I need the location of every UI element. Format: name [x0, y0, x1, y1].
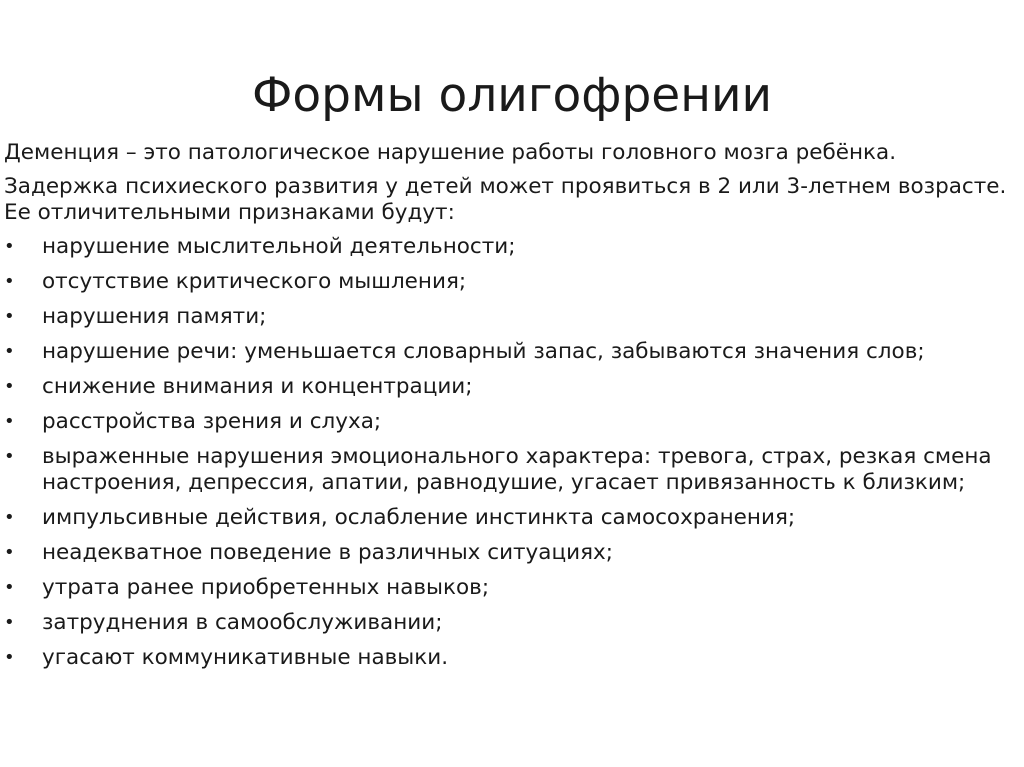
list-item	[4, 505, 1014, 531]
list-item	[4, 339, 1014, 365]
bullet-list	[4, 234, 1014, 671]
list-item	[4, 234, 1014, 260]
slide-body	[4, 140, 1014, 680]
list-item-text: импульсивные действия, ослабление инстинкта самосохранения;	[42, 505, 796, 530]
list-item-text: утрата ранее приобретенных навыков;	[42, 575, 490, 600]
list-item-text: расстройства зрения и слуха;	[42, 409, 382, 434]
slide-title: Формы олигофрении	[251, 68, 773, 123]
list-item	[4, 610, 1014, 636]
bullet-icon: •	[4, 577, 15, 598]
bullet-icon: •	[4, 411, 15, 432]
list-item	[4, 444, 1014, 496]
list-item	[4, 409, 1014, 435]
list-item-text: отсутствие критического мышления;	[42, 269, 467, 294]
list-item	[4, 540, 1014, 566]
bullet-icon: •	[4, 341, 15, 362]
paragraph-delay: Задержка психиеского развития у детей может проявиться в 2 или 3-летнем возрасте. Ее отличительными признаками будут:	[4, 174, 1007, 225]
list-item-text: выраженные нарушения эмоционального характера: тревога, страх, резкая смена настроения, депрессия, апатии, равнодушие, угасает привязанность к близким;	[42, 444, 992, 495]
list-item-text: неадекватное поведение в различных ситуациях;	[42, 540, 613, 565]
list-item-text: снижение внимания и концентрации;	[42, 374, 473, 399]
list-item	[4, 269, 1014, 295]
list-item	[4, 575, 1014, 601]
bullet-icon: •	[4, 542, 15, 563]
bullet-icon: •	[4, 612, 15, 633]
bullet-icon: •	[4, 271, 15, 292]
list-item-text: угасают коммуникативные навыки.	[42, 645, 449, 670]
list-item	[4, 374, 1014, 400]
list-item	[4, 304, 1014, 330]
bullet-icon: •	[4, 306, 15, 327]
bullet-icon: •	[4, 236, 15, 257]
list-item-text: нарушение мыслительной деятельности;	[42, 234, 516, 259]
bullet-icon: •	[4, 647, 15, 668]
list-item-text: нарушение речи: уменьшается словарный запас, забываются значения слов;	[42, 339, 925, 364]
list-item-text: затруднения в самообслуживании;	[42, 610, 443, 635]
list-item-text: нарушения памяти;	[42, 304, 267, 329]
bullet-icon: •	[4, 446, 15, 467]
bullet-icon: •	[4, 376, 15, 397]
list-item	[4, 645, 1014, 671]
bullet-icon: •	[4, 507, 15, 528]
paragraph-dementia: Деменция – это патологическое нарушение работы головного мозга ребёнка.	[4, 140, 897, 165]
